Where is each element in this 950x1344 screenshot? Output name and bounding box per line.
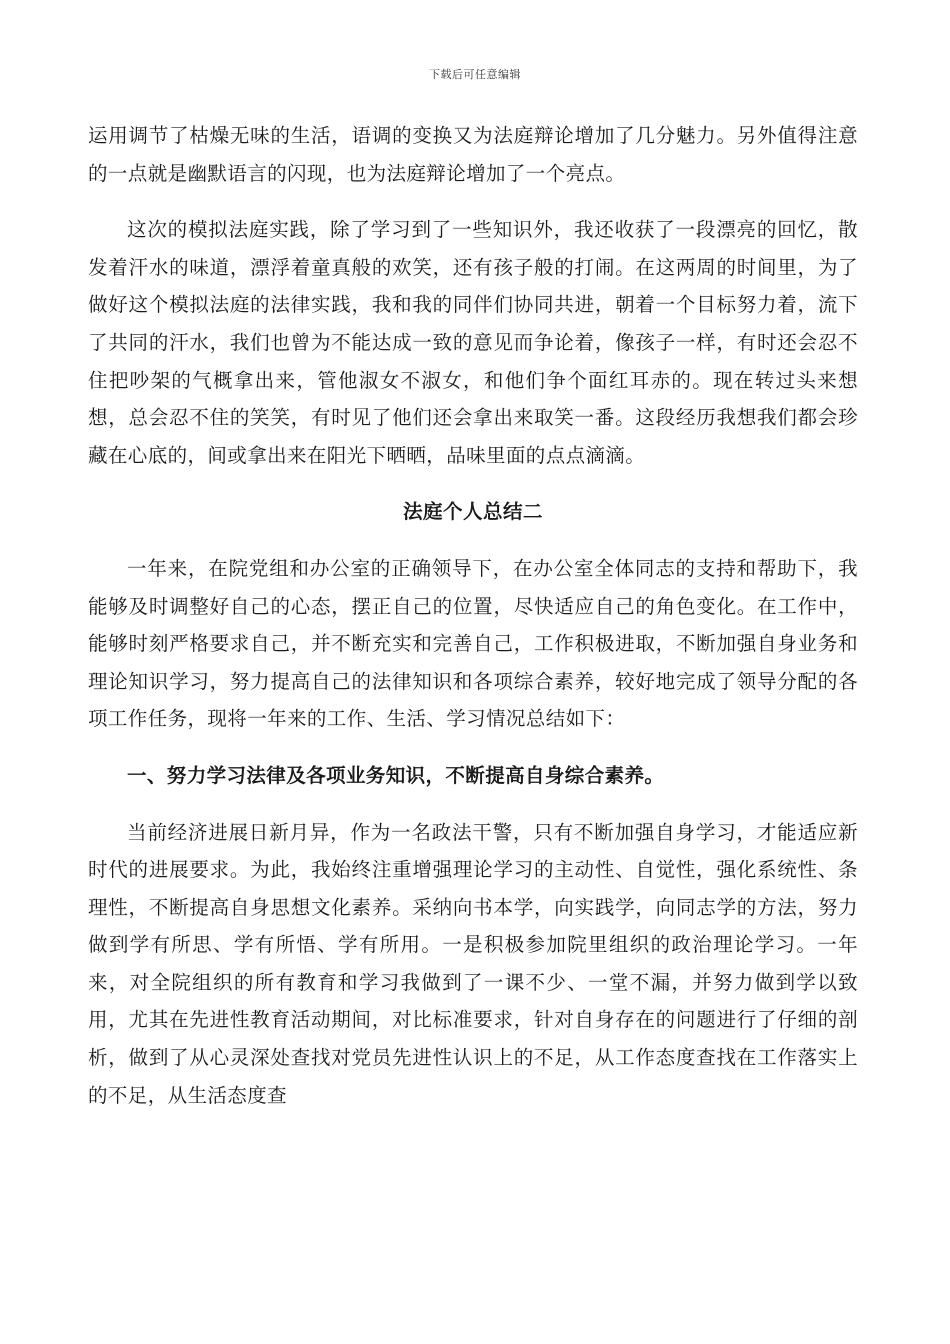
paragraph-gap — [88, 531, 858, 550]
paragraph-year-summary: 一年来，在院党组和办公室的正确领导下，在办公室全体同志的支持和帮助下，我能够及时调整好自己的心态，摆正自己的位置，尽快适应自己的角色变化。在工作中，能够时刻严格要求自己，并不断充实和完善自己，工作积极进取，不断加强自身业务和理论知识学习，努力提高自己的法律知识和各项综合素养，较好地完成了领导分配的各项工作任务，现将一年来的工作、生活、学习情况总结如下： — [88, 556, 858, 731]
section-title: 法庭个人总结二 — [402, 500, 543, 524]
paragraph-gap — [88, 192, 858, 211]
paragraph-moot-court-memory: 这次的模拟法庭实践，除了学习到了一些知识外，我还收获了一段漂亮的回忆，散发着汗水的味道，漂浮着童真般的欢笑，还有孩子般的打闹。在这两周的时间里，为了做好这个模拟法庭的法律实践，我和我的同伴们协同共进，朝着一个目标努力着，流下了共同的汗水，我们也曾为不能达成一致的意见而争论着，像孩子一样，有时还会忍不住把吵架的气概拿出来，管他淑女不淑女，和他们争个面红耳赤的。现在转过头来想想，总会忍不住的笑笑，有时见了他们还会拿出来取笑一番。这段经历我想我们都会珍藏在心底的，间或拿出来在阳光下晒晒，品味里面的点点滴滴。 — [88, 218, 858, 467]
page-header-note: 下载后可任意编辑 — [429, 68, 521, 81]
paragraph-gap — [88, 795, 858, 814]
paragraph-continued: 运用调节了枯燥无味的生活，语调的变换又为法庭辩论增加了几分魅力。另外值得注意的一点就是幽默语言的闪现，也为法庭辩论增加了一个亮点。 — [88, 124, 858, 185]
paragraph-gap — [88, 474, 858, 493]
paragraph-study: 当前经济进展日新月异，作为一名政法干警，只有不断加强自身学习，才能适应新时代的进展要求。为此，我始终注重增强理论学习的主动性、自觉性，强化系统性、条理性，不断提高自身思想文化素养。采纳向书本学，向实践学，向同志学的方法，努力做到学有所思、学有所悟、学有所用。一是积极参加院里组织的政治理论学习。一年来，对全院组织的所有教育和学习我做到了一课不少、一堂不漏，并努力做到学以致用，尤其在先进性教育活动期间，对比标准要求，针对自身存在的问题进行了仔细的剖析，做到了从心灵深处查找对党员先进性认识上的不足，从工作态度查找在工作落实上的不足，从生活态度查 — [88, 820, 858, 1107]
document-body — [88, 117, 858, 1114]
paragraph-gap — [88, 738, 858, 757]
subsection-heading: 一、努力学习法律及各项业务知识，不断提高自身综合素养。 — [127, 763, 665, 787]
